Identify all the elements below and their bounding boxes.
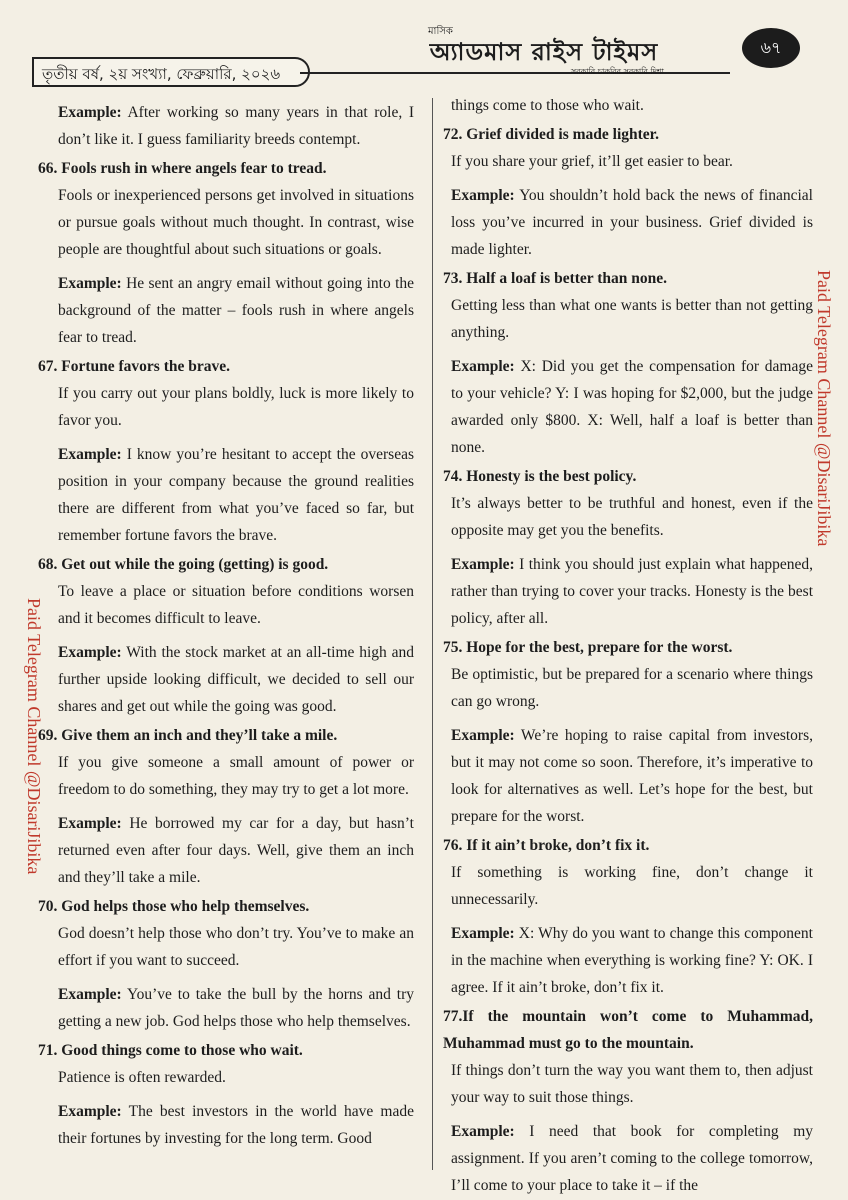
proverb-meaning: Be optimistic, but be prepared for a scenario where things can go wrong. xyxy=(451,666,813,710)
column-divider xyxy=(432,98,433,1170)
proverb-meaning: If things don’t turn the way you want them to, then adjust your way to suit those things. xyxy=(451,1062,813,1106)
proverb-example xyxy=(443,1118,813,1199)
example-text: You’ve to take the bull by the horns and try getting a new job. God helps those who help themselves. xyxy=(58,986,414,1030)
proverb-heading: 67. Fortune favors the brave. xyxy=(38,358,230,375)
proverb-meaning: It’s always better to be truthful and honest, even if the opposite may get you the benefits. xyxy=(451,495,813,539)
example-label: Example: xyxy=(58,446,122,463)
proverb-meaning: If you give someone a small amount of power or freedom to do something, they may try to get a lot more. xyxy=(58,754,414,798)
proverb-heading: 71. Good things come to those who wait. xyxy=(38,1042,303,1059)
proverb-meaning: If something is working fine, don’t change it unnecessarily. xyxy=(451,864,813,908)
example-text: I think you should just explain what happened, rather than trying to cover your tracks. Honesty is the best policy, after all. xyxy=(451,556,813,627)
proverb-meaning: If you share your grief, it’ll get easier to bear. xyxy=(451,153,733,170)
proverb-example xyxy=(38,99,414,153)
proverb-heading: 70. God helps those who help themselves. xyxy=(38,898,310,915)
watermark-left: Paid Telegram Channel @DisariJibika xyxy=(24,598,44,875)
example-text: I know you’re hesitant to accept the overseas position in your company because the ground realities there are different from what you’ve faced so far, but remember fortune favors the brave. xyxy=(58,446,414,544)
proverb-meaning: If you carry out your plans boldly, luck is more likely to favor you. xyxy=(58,385,414,429)
example-text: X: Why do you want to change this component in the machine when everything is working fine? Y: OK. I agree. If it ain’t broke, don’t fix it. xyxy=(451,925,813,996)
proverb-meaning: Fools or inexperienced persons get involved in situations or pursue goals without much thought. In contrast, wise people are thoughtful about such situations or goals. xyxy=(58,187,414,258)
proverb-heading: 77.If the mountain won’t come to Muhammad, Muhammad must go to the mountain. xyxy=(443,1008,813,1052)
example-label: Example: xyxy=(451,727,515,744)
proverb-heading: 73. Half a loaf is better than none. xyxy=(443,270,668,287)
proverb-heading: 76. If it ain’t broke, don’t fix it. xyxy=(443,837,650,854)
example-text: You shouldn’t hold back the news of financial loss you’ve incurred in your business. Grief divided is made lighter. xyxy=(451,187,813,258)
proverb-example xyxy=(38,441,414,549)
brand-name: অ্যাডমাস রাইস টাইমস xyxy=(429,38,659,66)
proverb-example xyxy=(443,353,813,461)
example-label: Example: xyxy=(451,358,515,375)
proverb-meaning: To leave a place or situation before conditions worsen and it becomes difficult to leave. xyxy=(58,583,414,627)
page-header xyxy=(0,0,848,95)
proverb-example xyxy=(38,1098,414,1152)
example-label: Example: xyxy=(451,556,515,573)
proverb-heading: 69. Give them an inch and they’ll take a mile. xyxy=(38,727,338,744)
proverb-heading: 74. Honesty is the best policy. xyxy=(443,468,637,485)
right-column xyxy=(443,92,813,1199)
proverb-meaning: God doesn’t help those who don’t try. You’ve to make an effort if you want to succeed. xyxy=(58,925,414,969)
example-text: After working so many years in that role, I don’t like it. I guess familiarity breeds contempt. xyxy=(58,104,414,148)
example-text: We’re hoping to raise capital from investors, but it may not come so soon. Therefore, it’s imperative to look for alternatives as well. Let’s hope for the best, but prepare for the worst. xyxy=(451,727,813,825)
example-text: With the stock market at an all-time high and further upside looking difficult, we decided to sell our shares and get out while the going was good. xyxy=(58,644,414,715)
example-text: He borrowed my car for a day, but hasn’t returned even after four days. Well, give them an inch and they’ll take a mile. xyxy=(58,815,414,886)
example-label: Example: xyxy=(58,275,122,292)
proverb-example xyxy=(38,981,414,1035)
proverb-meaning: Getting less than what one wants is better than not getting anything. xyxy=(451,297,813,341)
proverb-heading: 75. Hope for the best, prepare for the worst. xyxy=(443,639,733,656)
brand-tagline: সরকারি চাকরির সরকারি দিশা xyxy=(570,67,664,76)
proverb-example xyxy=(38,810,414,891)
example-label: Example: xyxy=(58,644,122,661)
example-text: The best investors in the world have made their fortunes by investing for the long term. Good xyxy=(58,1103,414,1147)
proverb-heading: 72. Grief divided is made lighter. xyxy=(443,126,659,143)
example-label: Example: xyxy=(58,1103,122,1120)
example-text: He sent an angry email without going into the background of the matter – fools rush in where angels fear to tread. xyxy=(58,275,414,346)
proverb-example xyxy=(443,920,813,1001)
example-label: Example: xyxy=(58,815,122,832)
proverb-meaning: things come to those who wait. xyxy=(451,97,644,114)
proverb-example xyxy=(443,182,813,263)
example-label: Example: xyxy=(451,187,515,204)
issue-info: তৃতীয় বর্ষ, ২য় সংখ্যা, ফেব্রুয়ারি, ২০২৬ xyxy=(32,57,310,87)
example-label: Example: xyxy=(451,1123,515,1140)
example-label: Example: xyxy=(451,925,515,942)
example-text: X: Did you get the compensation for damage to your vehicle? Y: I was hoping for $2,000, but the judge awarded only $800. X: Well, half a loaf is better than none. xyxy=(451,358,813,456)
proverb-heading: 66. Fools rush in where angels fear to tread. xyxy=(38,160,327,177)
left-column xyxy=(38,92,414,1152)
brand-small: মাসিক xyxy=(428,26,453,37)
example-label: Example: xyxy=(58,986,122,1003)
proverb-example xyxy=(443,722,813,830)
proverb-example xyxy=(38,270,414,351)
page-number: ৬৭ xyxy=(742,28,800,68)
proverb-example xyxy=(38,639,414,720)
proverb-meaning: Patience is often rewarded. xyxy=(58,1069,226,1086)
proverb-heading: 68. Get out while the going (getting) is good. xyxy=(38,556,329,573)
magazine-logo xyxy=(424,22,664,82)
example-label: Example: xyxy=(58,104,122,121)
proverb-example xyxy=(443,551,813,632)
watermark-right: Paid Telegram Channel @DisariJibika xyxy=(814,270,834,547)
example-text: I need that book for completing my assignment. If you aren’t coming to the college tomorrow, I’ll come to your place to take it – if the xyxy=(451,1123,813,1194)
